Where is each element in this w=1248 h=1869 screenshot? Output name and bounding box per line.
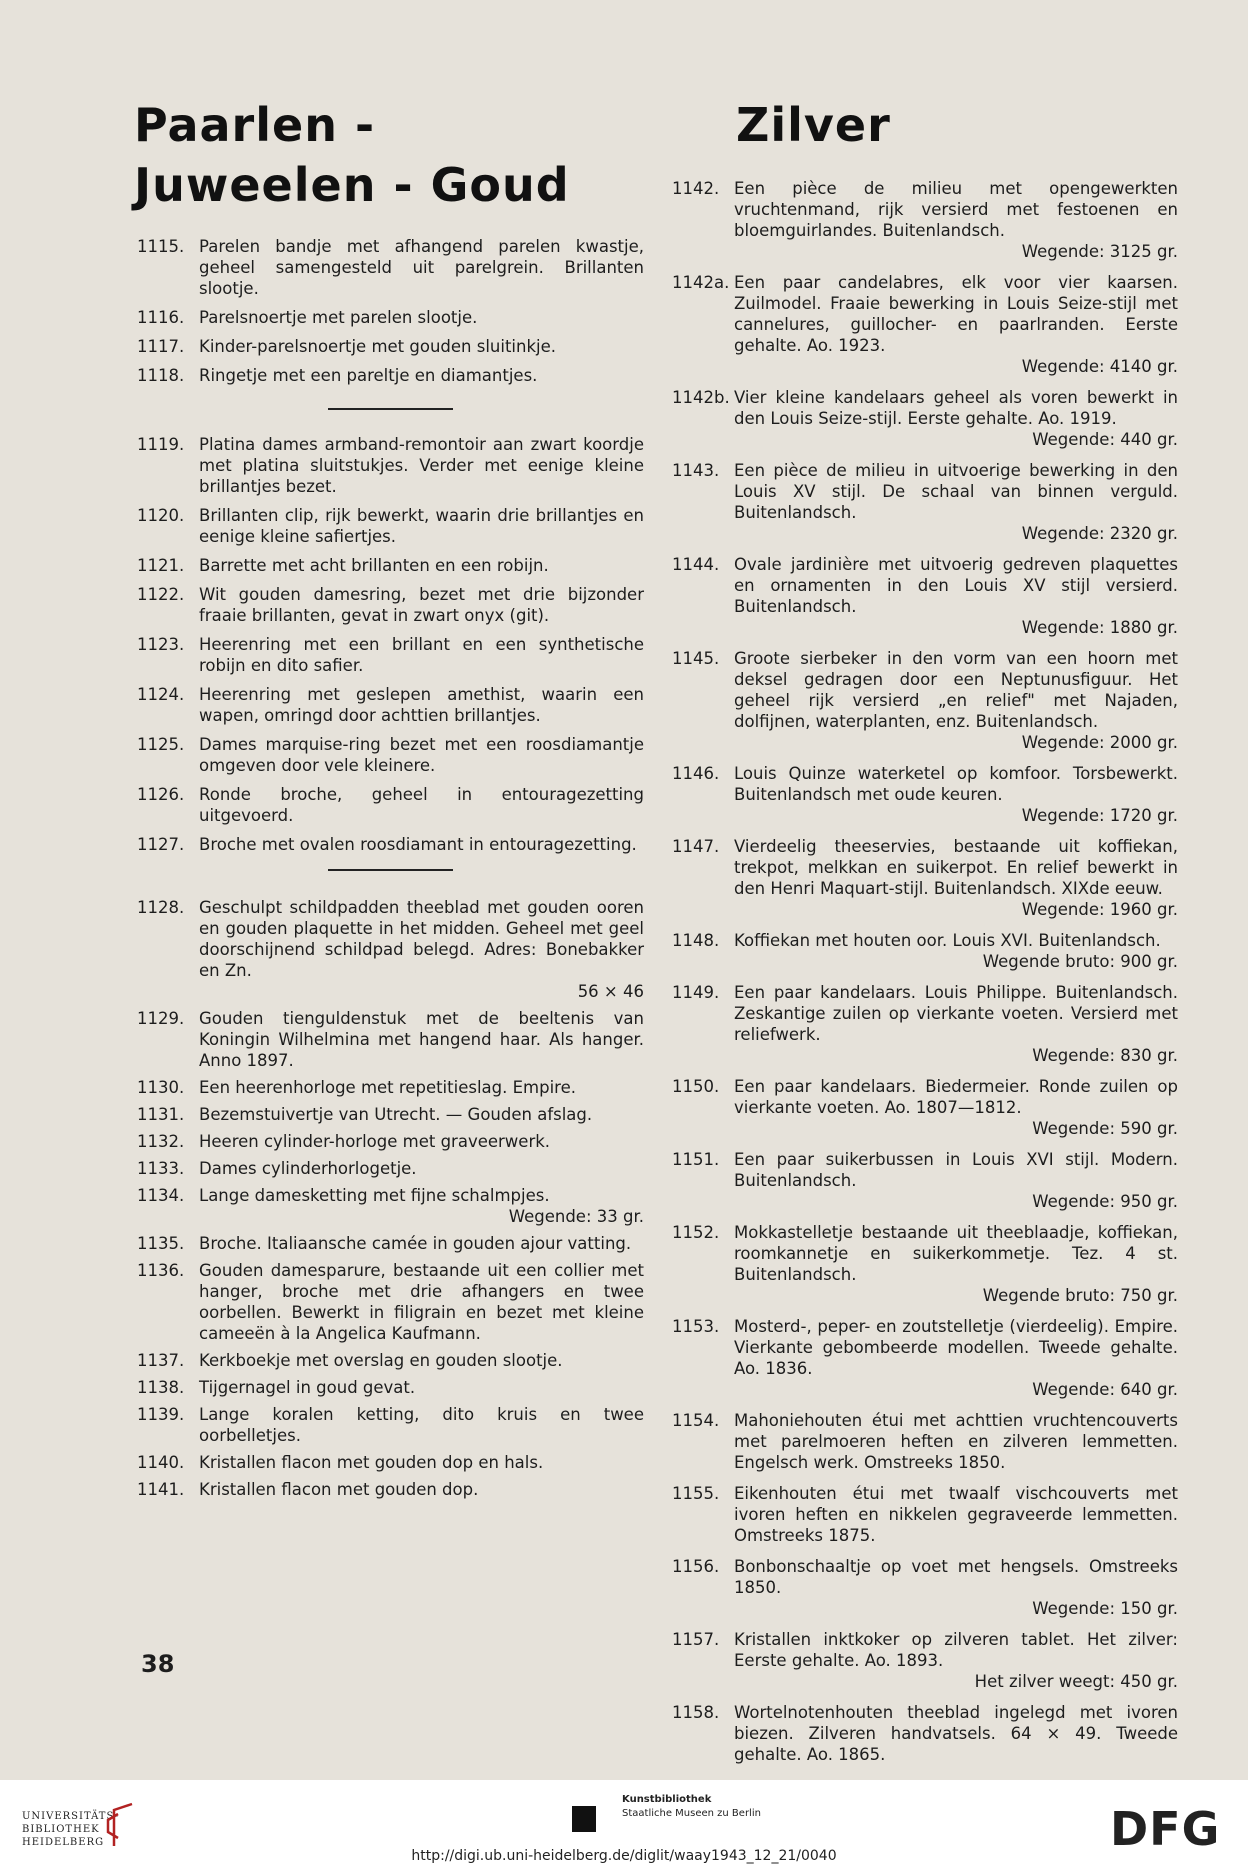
dfg-logo: DFG <box>1110 1802 1221 1856</box>
catalog-entry <box>137 1158 644 1179</box>
logo-text: UNIVERSITÄTS- <box>22 1811 120 1822</box>
entry-text-block <box>199 1479 644 1500</box>
entry-description: Een pièce de milieu met opengewerkten vruchtenmand, rijk versierd met festoenen en bloemguirlandes. Buitenlandsch. <box>734 179 1178 240</box>
entry-number: 1124. <box>137 685 185 704</box>
section-divider <box>328 869 453 871</box>
entry-description: Platina dames armband-remontoir aan zwart koordje met platina sluitstukjes. Verder met eenige kleine brillantjes bezet. <box>199 435 644 496</box>
right-column <box>672 178 1178 1775</box>
entry-description: Louis Quinze waterketel op komfoor. Torsbewerkt. Buitenlandsch met oude keuren. <box>734 764 1178 804</box>
entry-description: Gouden tienguldenstuk met de beeltenis van Koningin Wilhelmina met hangend haar. Als hanger. Anno 1897. <box>199 1009 644 1070</box>
entry-text-block <box>199 897 644 1002</box>
entry-description: Vier kleine kandelaars geheel als voren bewerkt in den Louis Seize-stijl. Eerste gehalte. Ao. 1919. <box>734 388 1178 428</box>
catalog-entry <box>672 1149 1178 1212</box>
entry-number: 1131. <box>137 1105 185 1124</box>
catalog-entry <box>672 1702 1178 1765</box>
catalog-entry <box>137 505 644 547</box>
catalog-entry <box>672 930 1178 972</box>
entry-number: 1152. <box>672 1223 720 1242</box>
entry-text-block <box>199 1377 644 1398</box>
entry-text-block <box>734 1483 1178 1546</box>
entry-weight: Wegende: 4140 gr. <box>1021 357 1178 376</box>
entry-weight: Het zilver weegt: 450 gr. <box>974 1672 1178 1691</box>
entry-weight: Wegende: 830 gr. <box>1032 1046 1178 1065</box>
catalog-entry <box>672 982 1178 1066</box>
footer-bar <box>0 1780 1248 1869</box>
entry-description: Groote sierbeker in den vorm van een hoorn met deksel gedragen door een Neptunusfiguur. Het geheel rijk versierd „en relief" met Najaden, dolfijnen, waterplanten, enz. Buitenlandsch. <box>734 649 1178 731</box>
entry-description: Bezemstuivertje van Utrecht. — Gouden afslag. <box>199 1105 593 1124</box>
catalog-entry <box>137 1131 644 1152</box>
entry-number: 1151. <box>672 1150 720 1169</box>
entry-text-block <box>199 505 644 547</box>
entry-number: 1139. <box>137 1405 185 1424</box>
entry-weight: Wegende: 1720 gr. <box>1021 806 1178 825</box>
entry-text-block <box>199 236 644 299</box>
catalog-entry <box>672 1316 1178 1400</box>
catalog-entry <box>137 236 644 299</box>
entry-number: 1157. <box>672 1630 720 1649</box>
entry-description: Bonbonschaaltje op voet met hengsels. Omstreeks 1850. <box>734 1557 1178 1597</box>
catalog-entry <box>137 434 644 497</box>
catalog-entry <box>137 734 644 776</box>
kunstbibliothek-logo-icon <box>572 1806 596 1832</box>
catalog-entry <box>672 1410 1178 1473</box>
entry-number: 1142a. <box>672 273 730 292</box>
entry-description: Barrette met acht brillanten en een robijn. <box>199 556 549 575</box>
entry-description: Mosterd-, peper- en zoutstelletje (vierdeelig). Empire. Vierkante gebombeerde modellen. Tweede gehalte. Ao. 1836. <box>734 1317 1178 1378</box>
entry-weight: Wegende: 590 gr. <box>1032 1119 1178 1138</box>
entry-text-block <box>734 1702 1178 1765</box>
entry-text-block <box>734 1076 1178 1139</box>
entry-weight: 56 × 46 <box>577 982 644 1001</box>
page-number: 38 <box>141 1650 175 1678</box>
entry-text-block <box>734 1410 1178 1473</box>
entry-weight: Wegende: 640 gr. <box>1032 1380 1178 1399</box>
entry-text-block <box>734 1149 1178 1212</box>
entry-weight: Wegende: 2000 gr. <box>1021 733 1178 752</box>
entry-weight: Wegende: 1960 gr. <box>1021 900 1178 919</box>
entry-number: 1119. <box>137 435 185 454</box>
entry-description: Broche. Italiaansche camée in gouden ajour vatting. <box>199 1234 632 1253</box>
entry-number: 1136. <box>137 1261 185 1280</box>
entry-number: 1140. <box>137 1453 185 1472</box>
entry-weight: Wegende: 150 gr. <box>1032 1599 1178 1618</box>
entry-number: 1144. <box>672 555 720 574</box>
entry-text-block <box>199 336 644 357</box>
entry-text-block <box>734 178 1178 262</box>
entry-weight: Wegende: 3125 gr. <box>1021 242 1178 261</box>
entry-text-block <box>199 555 644 576</box>
entry-description: Geschulpt schildpadden theeblad met gouden ooren en gouden plaquette in het midden. Geheel met geel doorschijnend schildpad belegd. Adres: Bonebakker en Zn. <box>199 898 644 980</box>
entry-description: Kristallen flacon met gouden dop en hals. <box>199 1453 544 1472</box>
entry-group-pearls <box>137 236 644 386</box>
entry-number: 1125. <box>137 735 185 754</box>
entry-description: Parelen bandje met afhangend parelen kwastje, geheel samengesteld uit parelgrein. Brillanten slootje. <box>199 237 644 298</box>
catalog-entry <box>672 1629 1178 1692</box>
entry-text-block <box>199 1104 644 1125</box>
entry-number: 1155. <box>672 1484 720 1503</box>
entry-description: Gouden damesparure, bestaande uit een collier met hanger, broche met drie afhangers en twee oorbellen. Bewerkt in filigrain en bezet met kleine cameeën à la Angelica Kaufmann. <box>199 1261 644 1343</box>
entry-text-block <box>199 684 644 726</box>
entry-weight: Wegende: 33 gr. <box>508 1207 644 1226</box>
section-heading-pearls: Paarlen - <box>134 98 376 152</box>
entry-text-block <box>734 836 1178 920</box>
entry-number: 1143. <box>672 461 720 480</box>
entry-description: Kinder-parelsnoertje met gouden sluitinkje. <box>199 337 557 356</box>
entry-text-block <box>734 272 1178 377</box>
entry-text-block <box>734 763 1178 826</box>
entry-text-block <box>199 584 644 626</box>
entry-description: Dames marquise-ring bezet met een roosdiamantje omgeven door vele kleinere. <box>199 735 644 775</box>
catalog-entry <box>672 272 1178 377</box>
entry-description: Heeren cylinder-horloge met graveerwerk. <box>199 1132 551 1151</box>
entry-number: 1133. <box>137 1159 185 1178</box>
entry-number: 1115. <box>137 237 185 256</box>
entry-number: 1120. <box>137 506 185 525</box>
entry-text-block <box>199 734 644 776</box>
entry-number: 1116. <box>137 308 185 327</box>
catalog-entry <box>672 763 1178 826</box>
entry-group-silver <box>672 178 1178 1765</box>
catalog-entry <box>137 336 644 357</box>
entry-text-block <box>199 634 644 676</box>
entry-description: Een paar kandelaars. Louis Philippe. Buitenlandsch. Zeskantige zuilen op vierkante voeten. Versierd met reliefwerk. <box>734 983 1178 1044</box>
entry-number: 1135. <box>137 1234 185 1253</box>
entry-description: Een paar suikerbussen in Louis XVI stijl. Modern. Buitenlandsch. <box>734 1150 1178 1190</box>
catalog-entry <box>672 178 1178 262</box>
entry-number: 1122. <box>137 585 185 604</box>
section-heading-silver: Zilver <box>736 98 891 152</box>
catalog-entry <box>672 1483 1178 1546</box>
entry-number: 1150. <box>672 1077 720 1096</box>
entry-description: Een paar candelabres, elk voor vier kaarsen. Zuilmodel. Fraaie bewerking in Louis Seize-stijl met cannelures, guillocher- en paarlranden. Eerste gehalte. Ao. 1923. <box>734 273 1178 355</box>
entry-description: Mahoniehouten étui met achttien vruchtencouverts met parelmoeren heften en zilveren lemmetten. Engelsch werk. Omstreeks 1850. <box>734 1411 1178 1472</box>
entry-weight: Wegende bruto: 900 gr. <box>982 952 1178 971</box>
catalog-entry <box>672 1222 1178 1306</box>
entry-number: 1130. <box>137 1078 185 1097</box>
entry-number: 1137. <box>137 1351 185 1370</box>
catalog-entry <box>137 1008 644 1071</box>
entry-description: Heerenring met een brillant en een synthetische robijn en dito safier. <box>199 635 644 675</box>
catalog-entry <box>137 365 644 386</box>
entry-text-block <box>199 1008 644 1071</box>
entry-weight: Wegende: 2320 gr. <box>1021 524 1178 543</box>
entry-text-block <box>199 365 644 386</box>
entry-text-block <box>199 784 644 826</box>
entry-number: 1132. <box>137 1132 185 1151</box>
entry-number: 1138. <box>137 1378 185 1397</box>
entry-description: Wit gouden damesring, bezet met drie bijzonder fraaie brillanten, gevat in zwart onyx (git). <box>199 585 644 625</box>
entry-number: 1145. <box>672 649 720 668</box>
entry-weight: Wegende bruto: 750 gr. <box>982 1286 1178 1305</box>
entry-description: Parelsnoertje met parelen slootje. <box>199 308 478 327</box>
catalog-entry <box>137 1233 644 1254</box>
catalog-entry <box>137 834 644 855</box>
entry-text-block <box>199 1452 644 1473</box>
entry-text-block <box>734 460 1178 544</box>
catalog-entry <box>137 1377 644 1398</box>
catalog-entry <box>137 684 644 726</box>
entry-text-block <box>199 1131 644 1152</box>
entry-number: 1127. <box>137 835 185 854</box>
entry-description: Koffiekan met houten oor. Louis XVI. Buitenlandsch. <box>734 931 1161 950</box>
catalog-entry <box>672 1556 1178 1619</box>
entry-number: 1123. <box>137 635 185 654</box>
entry-description: Broche met ovalen roosdiamant in entouragezetting. <box>199 835 637 854</box>
entry-text-block <box>199 834 644 855</box>
entry-number: 1146. <box>672 764 720 783</box>
entry-number: 1128. <box>137 898 185 917</box>
catalog-entry <box>137 897 644 1002</box>
entry-description: Wortelnotenhouten theeblad ingelegd met ivoren biezen. Zilveren handvatsels. 64 × 49. Tweede gehalte. Ao. 1865. <box>734 1703 1178 1764</box>
catalog-entry <box>137 634 644 676</box>
entry-number: 1142. <box>672 179 720 198</box>
entry-text-block <box>734 1222 1178 1306</box>
entry-description: Een pièce de milieu in uitvoerige bewerking in den Louis XV stijl. De schaal van binnen verguld. Buitenlandsch. <box>734 461 1178 522</box>
entry-description: Lange damesketting met fijne schalmpjes. <box>199 1186 550 1205</box>
catalog-entry <box>137 784 644 826</box>
entry-description: Kristallen flacon met gouden dop. <box>199 1480 479 1499</box>
entry-description: Vierdeelig theeservies, bestaande uit koffiekan, trekpot, melkkan en suikerpot. En relief bewerkt in den Henri Maquart-stijl. Buitenlandsch. XIXde eeuw. <box>734 837 1178 898</box>
entry-number: 1141. <box>137 1480 185 1499</box>
catalog-entry <box>137 307 644 328</box>
entry-text-block <box>199 307 644 328</box>
catalog-entry <box>672 387 1178 450</box>
entry-number: 1149. <box>672 983 720 1002</box>
entry-number: 1158. <box>672 1703 720 1722</box>
entry-number: 1156. <box>672 1557 720 1576</box>
source-url[interactable]: http://digi.ub.uni-heidelberg.de/diglit/waay1943_12_21/0040 <box>411 1848 837 1864</box>
entry-number: 1147. <box>672 837 720 856</box>
entry-description: Mokkastelletje bestaande uit theeblaadje, koffiekan, roomkannetje en suikerkommetje. Tez. 4 st. Buitenlandsch. <box>734 1223 1178 1284</box>
entry-number: 1118. <box>137 366 185 385</box>
entry-description: Lange koralen ketting, dito kruis en twee oorbelletjes. <box>199 1405 644 1445</box>
catalog-entry <box>137 1479 644 1500</box>
catalog-entry <box>137 1350 644 1371</box>
entry-number: 1117. <box>137 337 185 356</box>
catalog-entry <box>672 460 1178 544</box>
entry-number: 1142b. <box>672 388 730 407</box>
entry-text-block <box>734 982 1178 1066</box>
entry-text-block <box>199 434 644 497</box>
entry-group-gold <box>137 897 644 1500</box>
entry-text-block <box>734 554 1178 638</box>
entry-text-block <box>199 1260 644 1344</box>
kunstbibliothek-credit <box>622 1793 761 1821</box>
entry-description: Kerkboekje met overslag en gouden slootje. <box>199 1351 563 1370</box>
entry-description: Een paar kandelaars. Biedermeier. Ronde zuilen op vierkante voeten. Ao. 1807—1812. <box>734 1077 1178 1117</box>
entry-text-block <box>734 1556 1178 1619</box>
entry-description: Brillanten clip, rijk bewerkt, waarin drie brillantjes en eenige kleine safiertjes. <box>199 506 644 546</box>
entry-number: 1129. <box>137 1009 185 1028</box>
left-column <box>137 236 644 1506</box>
entry-group-diamonds <box>137 434 644 855</box>
credit-line: Staatliche Museen zu Berlin <box>622 1808 761 1819</box>
entry-number: 1153. <box>672 1317 720 1336</box>
catalog-entry <box>137 584 644 626</box>
section-divider <box>328 408 453 410</box>
entry-number: 1126. <box>137 785 185 804</box>
catalog-entry <box>137 1104 644 1125</box>
catalog-entry <box>672 836 1178 920</box>
entry-text-block <box>734 1316 1178 1400</box>
catalog-entry <box>672 648 1178 753</box>
entry-text-block <box>734 387 1178 450</box>
entry-weight: Wegende: 950 gr. <box>1032 1192 1178 1211</box>
logo-text: BIBLIOTHEK <box>22 1824 100 1835</box>
entry-weight: Wegende: 440 gr. <box>1032 430 1178 449</box>
entry-text-block <box>199 1404 644 1446</box>
entry-description: Kristallen inktkoker op zilveren tablet. Het zilver: Eerste gehalte. Ao. 1893. <box>734 1630 1178 1670</box>
section-heading-jewels: Juweelen - Goud <box>134 158 570 212</box>
entry-description: Ovale jardinière met uitvoerig gedreven plaquettes en ornamenten in den Louis XV stijl versierd. Buitenlandsch. <box>734 555 1178 616</box>
catalog-entry <box>137 1077 644 1098</box>
entry-text-block <box>734 648 1178 753</box>
entry-description: Eikenhouten étui met twaalf vischcouverts met ivoren heften en nikkelen gegraveerde lemmetten. Omstreeks 1875. <box>734 1484 1178 1545</box>
entry-description: Een heerenhorloge met repetitieslag. Empire. <box>199 1078 576 1097</box>
catalog-entry <box>672 554 1178 638</box>
university-mark-icon <box>100 1802 140 1848</box>
catalog-entry <box>137 1452 644 1473</box>
logo-text: HEIDELBERG <box>22 1837 105 1848</box>
entry-number: 1121. <box>137 556 185 575</box>
credit-line: Kunstbibliothek <box>622 1794 712 1805</box>
entry-text-block <box>734 930 1178 972</box>
entry-text-block <box>199 1233 644 1254</box>
entry-text-block <box>199 1077 644 1098</box>
entry-description: Dames cylinderhorlogetje. <box>199 1159 417 1178</box>
entry-text-block <box>199 1158 644 1179</box>
entry-number: 1154. <box>672 1411 720 1430</box>
entry-number: 1134. <box>137 1186 185 1205</box>
entry-text-block <box>199 1185 644 1227</box>
catalog-entry <box>137 1404 644 1446</box>
entry-weight: Wegende: 1880 gr. <box>1021 618 1178 637</box>
entry-text-block <box>199 1350 644 1371</box>
catalog-entry <box>137 1185 644 1227</box>
entry-number: 1148. <box>672 931 720 950</box>
entry-text-block <box>734 1629 1178 1692</box>
entry-description: Heerenring met geslepen amethist, waarin een wapen, omringd door achttien brillantjes. <box>199 685 644 725</box>
catalog-entry <box>672 1076 1178 1139</box>
entry-description: Tijgernagel in goud gevat. <box>199 1378 416 1397</box>
entry-description: Ronde broche, geheel in entouragezetting uitgevoerd. <box>199 785 644 825</box>
catalog-entry <box>137 1260 644 1344</box>
catalog-entry <box>137 555 644 576</box>
entry-description: Ringetje met een pareltje en diamantjes. <box>199 366 538 385</box>
